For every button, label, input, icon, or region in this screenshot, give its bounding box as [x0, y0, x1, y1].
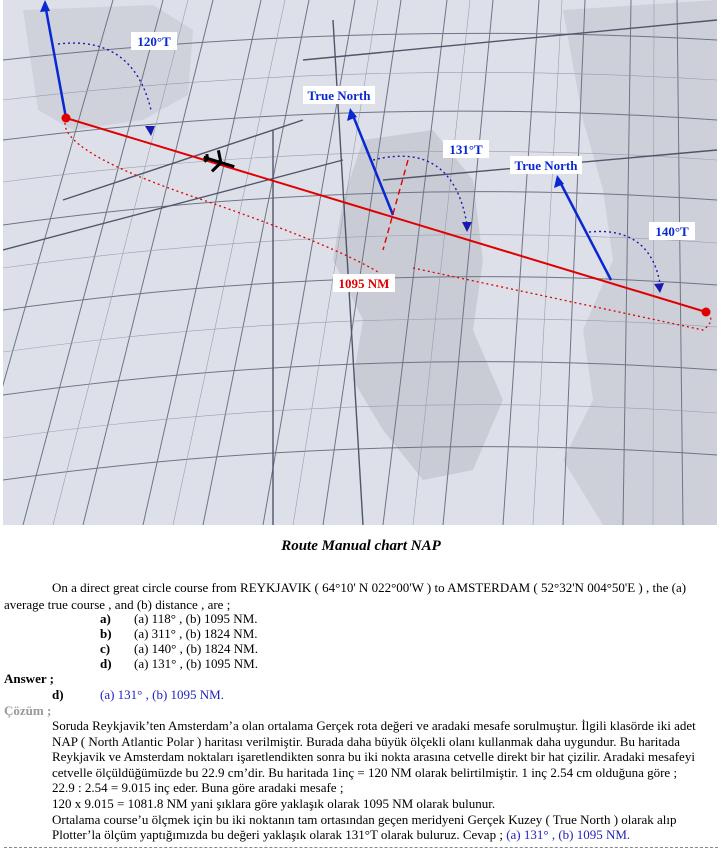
option-a-letter: a): [100, 611, 111, 626]
option-a-text: (a) 118° , (b) 1095 NM.: [134, 611, 258, 626]
label-hdg-120-box: [131, 32, 177, 50]
option-b-letter: b): [100, 626, 112, 641]
label-true-north-2: True North: [514, 158, 578, 173]
option-c[interactable]: [100, 641, 258, 657]
label-true-north-1-box: [303, 86, 375, 104]
label-hdg-131: 131°T: [449, 142, 483, 157]
option-c-text: (a) 140° , (b) 1824 NM.: [134, 641, 258, 656]
reykjavik-point: [62, 114, 71, 123]
solution-p4: Ortalama course’u ölçmek için bu iki noktanın tam ortasından geçen meridyeni Gerçek Kuzey ( True North ) olarak alıp Plotter’la ölçüm yaptığımızda bu değeri yaklaşık olarak 131°T olarak buluruz. Cevap ;: [52, 811, 677, 843]
option-b-text: (a) 311° , (b) 1824 NM.: [134, 626, 258, 641]
amsterdam-point: [702, 308, 711, 317]
option-a[interactable]: [100, 611, 258, 627]
solution-p2: 22.9 : 2.54 = 9.015 inç eder. Buna göre aradaki mesafe ;: [52, 780, 344, 796]
option-d[interactable]: [100, 656, 258, 672]
answer-letter: d): [52, 687, 64, 702]
label-distance: 1095 NM: [338, 276, 390, 291]
label-hdg-131-box: [443, 140, 489, 158]
answer-text: (a) 131° , (b) 1095 NM.: [100, 687, 224, 702]
solution-heading: Çözüm ;: [4, 703, 52, 718]
question-text: [4, 579, 716, 613]
answer-row: [52, 687, 224, 703]
solution-text: [52, 718, 716, 843]
label-true-north-2-box: [510, 156, 582, 174]
bottom-divider: [4, 847, 718, 848]
solution-p1: Soruda Reykjavik’ten Amsterdam’a olan ortalama Gerçek rota değeri ve aradaki mesafe sorulmuştur. İlgili klasörde iki adet NAP ( North Atlantic Polar ) haritası verilmiştir. Burada daha büyük ölçekli olanı kullanmak daha uygundur. Bu haritada Reykjavik ve Amsterdam noktaları işaretlendikten sonra bu iki nokta arasına cetvelle direkt bir hat çizilir. Aradaki mesafeyi cetvelle ölçüldüğümüzde bu 22.9 cm’dir. Bu haritada 1inç = 120 NM olarak belirtilmiştir. 1 inç 2.54 cm olduğuna göre ;: [52, 718, 696, 780]
solution-p4-answer: (a) 131° , (b) 1095 NM.: [506, 827, 631, 843]
answer-heading: Answer ;: [4, 671, 54, 686]
route-chart: [3, 0, 717, 525]
chart-caption: Route Manual chart NAP: [281, 538, 441, 554]
label-distance-box: [333, 274, 395, 292]
label-true-north-1: True North: [307, 88, 371, 103]
label-hdg-140: 140°T: [655, 224, 689, 239]
option-c-letter: c): [100, 641, 111, 656]
option-d-text: (a) 131° , (b) 1095 NM.: [134, 656, 258, 671]
option-d-letter: d): [100, 656, 112, 671]
solution-p3: 120 x 9.015 = 1081.8 NM yani şıklara göre yaklaşık olarak 1095 NM olarak bulunur.: [52, 795, 496, 811]
question-body: On a direct great circle course from REYKJAVIK ( 64°10' N 022°00'W ) to AMSTERDAM ( 52°32'N 004°50'E ) , the (a) average true course , and (b) distance , are ;: [4, 580, 687, 612]
label-hdg-120: 120°T: [137, 34, 171, 49]
label-hdg-140-box: [649, 222, 695, 240]
option-b[interactable]: [100, 626, 258, 642]
